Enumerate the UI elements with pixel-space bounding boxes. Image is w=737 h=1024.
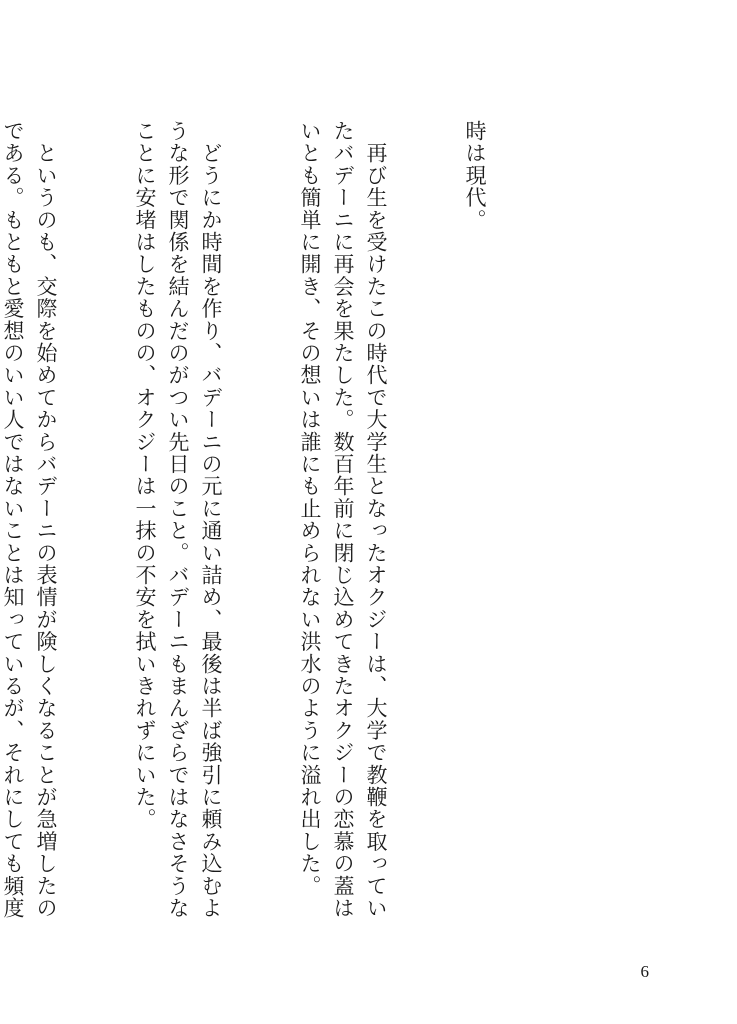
paragraph: 再び生を受けたこの時代で大学生となったオクジーは、大学で教鞭を取っていたバデーニに再会を果たした。数百年前に閉じ込めてきたオクジーの恋慕の蓋はいとも簡単に開き、その想いは誰にも止められない洪水のように溢れ出した。 <box>298 120 388 920</box>
paragraph: 時は現代。 <box>463 120 487 231</box>
page-number: 6 <box>640 962 649 981</box>
paragraph: というのも、交際を始めてからバデーニの表情が険しくなることが急増したのである。もともと愛想のいい人ではないことは知っているが、それにしても頻度 <box>1 120 58 920</box>
paragraph: どうにか時間を作り、バデーニの元に通い詰め、最後は半ば強引に頼み込むような形で関係を結んだのがつい先日のこと。バデーニもまんざらではなさそうなことに安堵はしたものの、オクジーは一抹の不安を拭いきれずにいた。 <box>133 120 223 920</box>
vertical-text-body <box>0 120 557 940</box>
